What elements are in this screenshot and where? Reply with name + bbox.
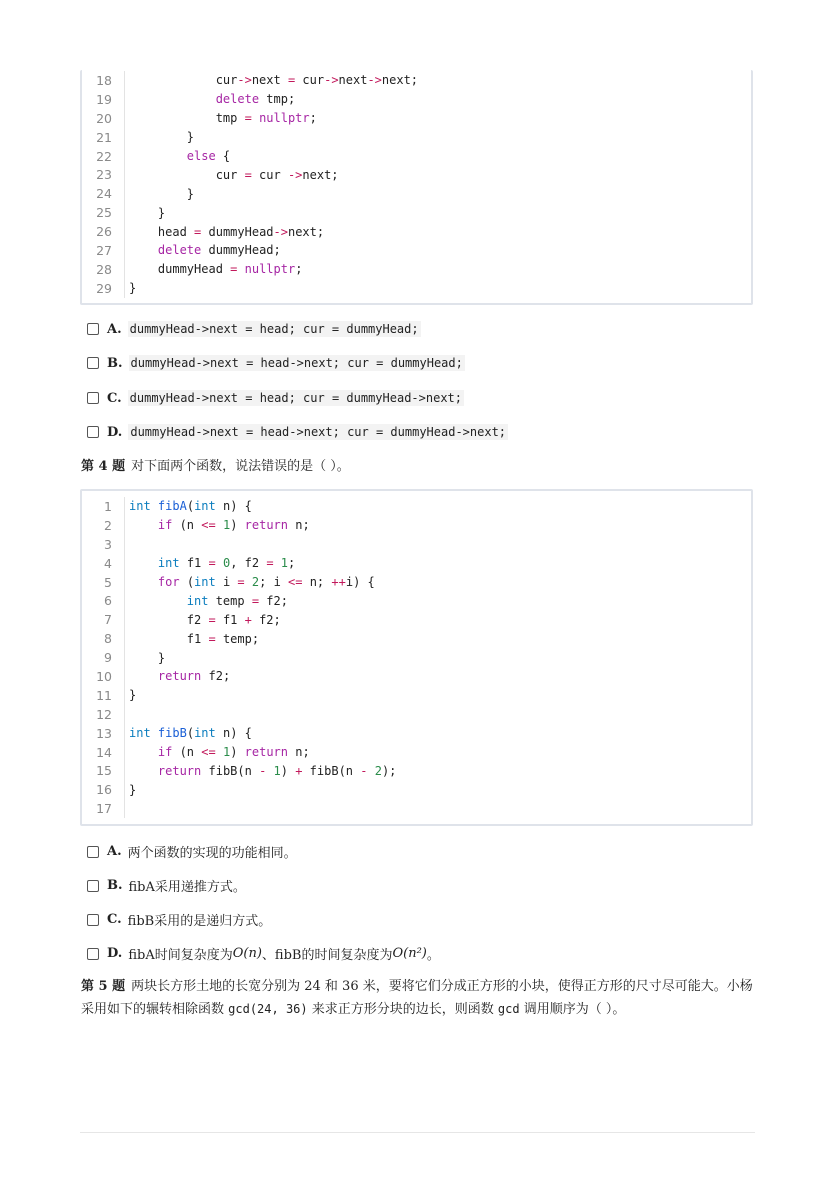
code-line bbox=[82, 780, 751, 799]
code-line bbox=[82, 535, 751, 554]
code-line bbox=[82, 128, 751, 147]
line-number: 24 bbox=[96, 186, 112, 202]
checkbox-icon[interactable] bbox=[87, 948, 99, 960]
line-number: 7 bbox=[104, 612, 112, 628]
q4-option-a[interactable] bbox=[87, 842, 297, 861]
q3-option-b[interactable] bbox=[87, 355, 465, 371]
option-text: dummyHead->next = head->next; cur = dummyHead->next; bbox=[130, 425, 507, 439]
checkbox-icon[interactable] bbox=[87, 914, 99, 926]
gutter-separator bbox=[124, 90, 125, 109]
code-text: head = dummyHead->next; bbox=[129, 224, 325, 239]
question-number: 第 5 题 bbox=[81, 979, 126, 994]
option-text-mid: 、fibB的时间复杂度为 bbox=[261, 948, 393, 963]
code-text: } bbox=[129, 186, 195, 201]
code-text: return f2; bbox=[157, 669, 231, 684]
line-number: 3 bbox=[104, 536, 112, 552]
option-letter: C. bbox=[107, 912, 122, 927]
gutter-separator bbox=[124, 109, 125, 128]
code-text: int f1 = 0, f2 = 1; bbox=[157, 556, 296, 571]
option-letter: B. bbox=[107, 355, 123, 371]
code-line bbox=[82, 610, 751, 629]
code-line bbox=[82, 222, 751, 241]
option-text: 两个函数的实现的功能相同。 bbox=[127, 846, 297, 861]
option-letter: D. bbox=[107, 424, 123, 440]
line-number: 11 bbox=[96, 687, 112, 703]
code-line bbox=[82, 554, 751, 573]
question-text-1: 两块长方形土地的长宽分别为 24 和 36 米，要将它们分成正方形的小块，使得正方形的尺寸尽可能大。小杨采用如下的辗转相除函数 bbox=[81, 979, 753, 1017]
code-text: else { bbox=[186, 149, 231, 163]
code-line bbox=[82, 516, 751, 535]
code-text: return fibB(n - 1) + fibB(n - 2); bbox=[157, 763, 397, 778]
option-letter: A. bbox=[107, 321, 122, 337]
gutter-separator bbox=[124, 497, 125, 516]
code-text: f1 = temp; bbox=[129, 631, 260, 646]
gutter-separator bbox=[124, 591, 125, 610]
gutter-separator bbox=[124, 147, 125, 166]
code-line bbox=[82, 184, 751, 203]
code-line bbox=[82, 667, 751, 686]
inline-code-gcd: gcd bbox=[497, 1002, 520, 1016]
gutter-separator bbox=[124, 629, 125, 648]
inline-code-gcd-call: gcd(24, 36) bbox=[228, 1002, 308, 1016]
code-text: cur = cur ->next; bbox=[129, 167, 339, 182]
option-text-pre: fibA时间复杂度为 bbox=[128, 948, 233, 963]
line-number: 20 bbox=[96, 110, 112, 126]
line-number: 8 bbox=[104, 631, 112, 647]
gutter-separator bbox=[124, 780, 125, 799]
gutter-separator bbox=[124, 573, 125, 592]
code-line bbox=[82, 573, 751, 592]
line-number: 19 bbox=[96, 91, 112, 107]
gutter-separator bbox=[124, 705, 125, 724]
code-line bbox=[82, 761, 751, 780]
code-text: } bbox=[129, 782, 137, 797]
checkbox-icon[interactable] bbox=[87, 357, 99, 369]
code-text: if (n <= 1) return n; bbox=[157, 745, 310, 760]
gutter-separator bbox=[124, 686, 125, 705]
option-letter: B. bbox=[107, 878, 123, 893]
q4-option-c[interactable] bbox=[87, 910, 271, 929]
checkbox-icon[interactable] bbox=[87, 846, 99, 858]
code-line bbox=[82, 71, 751, 90]
line-number: 2 bbox=[104, 517, 112, 533]
checkbox-icon[interactable] bbox=[87, 323, 99, 335]
code-block-1 bbox=[80, 70, 753, 305]
option-letter: C. bbox=[107, 390, 122, 406]
code-text: int fibA(int n) { bbox=[129, 499, 252, 514]
option-text: dummyHead->next = head; cur = dummyHead->next; bbox=[129, 391, 462, 405]
option-text: fibB采用的是递归方式。 bbox=[127, 914, 272, 929]
code-line bbox=[82, 241, 751, 260]
question-4 bbox=[81, 456, 756, 478]
line-number: 22 bbox=[96, 148, 112, 164]
checkbox-icon[interactable] bbox=[87, 392, 99, 404]
gutter-separator bbox=[124, 279, 125, 298]
code-text: delete tmp; bbox=[215, 92, 296, 107]
line-number: 26 bbox=[96, 224, 112, 240]
code-line bbox=[82, 724, 751, 743]
code-line bbox=[82, 629, 751, 648]
code-line bbox=[82, 648, 751, 667]
code-line bbox=[82, 147, 751, 166]
line-number: 29 bbox=[96, 280, 112, 296]
question-text: 对下面两个函数，说法错误的是（ ）。 bbox=[131, 459, 350, 474]
question-5 bbox=[81, 976, 756, 1021]
code-line bbox=[82, 165, 751, 184]
gutter-separator bbox=[124, 222, 125, 241]
line-number: 23 bbox=[96, 167, 112, 183]
code-line bbox=[82, 90, 751, 109]
math-complexity-a: O(n) bbox=[232, 946, 262, 961]
q3-option-d[interactable] bbox=[87, 424, 508, 440]
checkbox-icon[interactable] bbox=[87, 880, 99, 892]
option-letter: D. bbox=[107, 946, 123, 961]
q3-option-c[interactable] bbox=[87, 390, 464, 406]
line-number: 10 bbox=[96, 668, 112, 684]
footer-divider bbox=[80, 1132, 755, 1133]
gutter-separator bbox=[124, 761, 125, 780]
gutter-separator bbox=[124, 184, 125, 203]
code-lines bbox=[82, 497, 751, 818]
code-line bbox=[82, 686, 751, 705]
q4-option-b[interactable] bbox=[87, 876, 246, 895]
gutter-separator bbox=[124, 743, 125, 762]
gutter-separator bbox=[124, 260, 125, 279]
option-letter: A. bbox=[107, 844, 122, 859]
code-text: } bbox=[129, 650, 166, 665]
line-number: 4 bbox=[104, 555, 112, 571]
line-number: 9 bbox=[104, 650, 112, 666]
code-text: } bbox=[129, 130, 195, 145]
gutter-separator bbox=[124, 554, 125, 573]
gutter-separator bbox=[124, 71, 125, 90]
line-number: 15 bbox=[96, 763, 112, 779]
line-number: 14 bbox=[96, 744, 112, 760]
code-text: } bbox=[129, 688, 137, 703]
question-text-2: 来求正方形分块的边长，则函数 bbox=[307, 1002, 498, 1017]
gutter-separator bbox=[124, 128, 125, 147]
gutter-separator bbox=[124, 610, 125, 629]
checkbox-icon[interactable] bbox=[87, 426, 99, 438]
option-text-post: 。 bbox=[426, 948, 440, 963]
line-number: 18 bbox=[96, 72, 112, 88]
code-line bbox=[82, 203, 751, 222]
question-text-3: 调用顺序为（ ）。 bbox=[519, 1002, 626, 1017]
line-number: 17 bbox=[96, 801, 112, 817]
line-number: 27 bbox=[96, 242, 112, 258]
code-text: } bbox=[129, 205, 166, 220]
math-complexity-b: O(n²) bbox=[392, 946, 427, 961]
code-lines bbox=[82, 71, 751, 298]
code-block-2 bbox=[80, 489, 753, 826]
code-line bbox=[82, 260, 751, 279]
code-text: int fibB(int n) { bbox=[129, 726, 252, 741]
code-text: for (int i = 2; i <= n; ++i) { bbox=[157, 575, 375, 589]
code-line bbox=[82, 497, 751, 516]
line-number: 28 bbox=[96, 261, 112, 277]
line-number: 16 bbox=[96, 782, 112, 798]
line-number: 12 bbox=[96, 706, 112, 722]
q4-option-d[interactable] bbox=[87, 944, 440, 963]
code-text: f2 = f1 + f2; bbox=[129, 612, 281, 627]
line-number: 6 bbox=[104, 593, 112, 609]
option-text: fibA采用递推方式。 bbox=[128, 880, 246, 895]
code-text: if (n <= 1) return n; bbox=[157, 518, 310, 533]
gutter-separator bbox=[124, 241, 125, 260]
gutter-separator bbox=[124, 535, 125, 554]
code-text: } bbox=[129, 281, 137, 296]
code-text: tmp = nullptr; bbox=[129, 111, 317, 126]
code-line bbox=[82, 279, 751, 298]
code-text: delete dummyHead; bbox=[157, 243, 281, 258]
line-number: 21 bbox=[96, 129, 112, 145]
code-text: int temp = f2; bbox=[186, 593, 288, 608]
code-line bbox=[82, 109, 751, 128]
gutter-separator bbox=[124, 648, 125, 667]
gutter-separator bbox=[124, 799, 125, 818]
gutter-separator bbox=[124, 667, 125, 686]
line-number: 13 bbox=[96, 725, 112, 741]
code-line bbox=[82, 591, 751, 610]
q3-option-a[interactable] bbox=[87, 321, 421, 337]
question-number: 第 4 题 bbox=[81, 459, 126, 474]
line-number: 25 bbox=[96, 205, 112, 221]
line-number: 1 bbox=[104, 498, 112, 514]
code-line bbox=[82, 743, 751, 762]
code-text: cur->next = cur->next->next; bbox=[129, 73, 419, 88]
option-text: dummyHead->next = head; cur = dummyHead; bbox=[129, 322, 419, 336]
code-line bbox=[82, 799, 751, 818]
option-text: dummyHead->next = head->next; cur = dummyHead; bbox=[130, 356, 463, 370]
gutter-separator bbox=[124, 516, 125, 535]
gutter-separator bbox=[124, 165, 125, 184]
line-number: 5 bbox=[104, 574, 112, 590]
code-line bbox=[82, 705, 751, 724]
code-text: dummyHead = nullptr; bbox=[129, 262, 303, 277]
gutter-separator bbox=[124, 724, 125, 743]
gutter-separator bbox=[124, 203, 125, 222]
